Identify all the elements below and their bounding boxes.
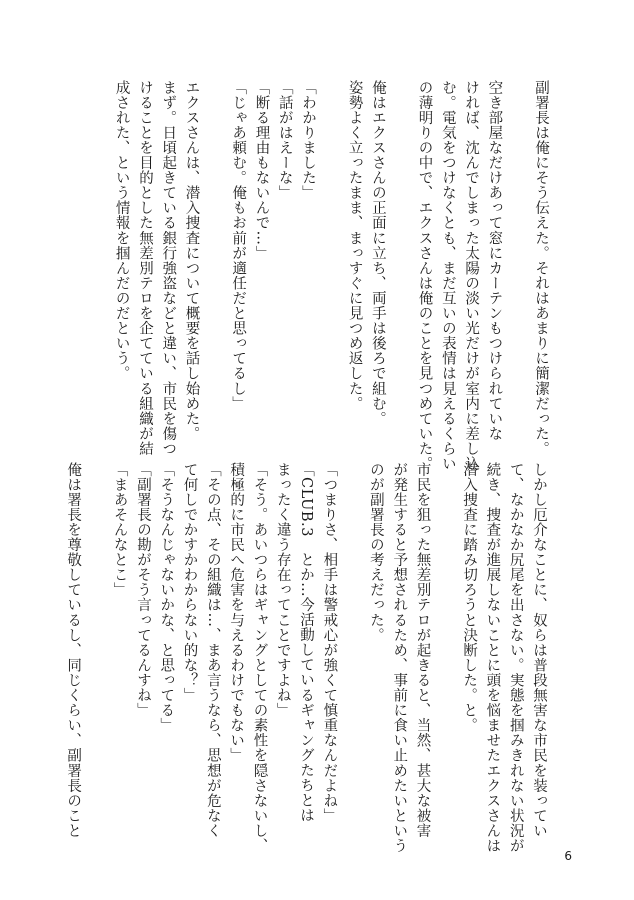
text-line: 「わかりました」 [300, 80, 317, 201]
text-line: 空き部屋なだけあって窓にカーテンもつけられていな [486, 80, 503, 442]
text-line: 「そう。あいつらはギャングとしての素性を隠さないし、 [251, 462, 268, 854]
text-line: 積極的に市民へ危害を与えるわけでもない」 [228, 462, 245, 763]
text-line: 姿勢よく立ったまま、まっすぐに見つめ返した。 [346, 80, 363, 412]
text-line: 「CLUB.3 とか…今活動しているギャングたちとは [298, 462, 315, 823]
text-line: まったく違う存在ってことですよね」 [274, 462, 291, 718]
text-line: しかし厄介なことに、奴らは普段無害な市民を装ってい [531, 462, 547, 839]
text-line: エクスさんは、潜入捜査について概要を話し始めた。 [183, 80, 200, 442]
text-line: ければ、沈んでしまった太陽の淡い光だけが室内に差し込 [463, 80, 480, 472]
text-line: まず。日頃起きている銀行強盗などと違い、市民を傷つ [160, 80, 177, 457]
text-line: 「そうなんじゃないかな、と思ってる」 [158, 462, 175, 733]
text-line: 副署長は俺にそう伝えた。それはあまりに簡潔だった。 [533, 80, 549, 457]
text-line: 潜入捜査に踏み切ろうと決断した。と。 [461, 462, 478, 733]
text-line: 「話がはえーな」 [276, 80, 293, 201]
text-line: 「つまりさ、相手は警戒心が強くて慎重なんだよね」 [321, 462, 338, 824]
paragraph-gap [203, 80, 226, 430]
paragraph-gap [319, 80, 342, 430]
text-line: 「断る理由もないんで…」 [253, 80, 270, 261]
text-line: 「じゃあ頼む。俺もお前が適任だと思ってるし」 [230, 80, 247, 412]
text-block-lower [61, 462, 550, 854]
paragraph-gap [84, 462, 107, 812]
text-line: 成された、という情報を掴んだのだという。 [113, 80, 130, 381]
text-line: の薄明りの中で、エクスさんは俺のことを見つめていた。 [416, 80, 433, 472]
text-line: 俺は署長を尊敬しているし、同じくらい、副署長のこと [65, 462, 82, 839]
text-line: 俺はエクスさんの正面に立ち、両手は後ろで組む。 [369, 80, 386, 427]
text-line: て何しでかすかわからない的な？」 [181, 462, 198, 703]
text-block-upper [109, 80, 552, 472]
text-line: けることを目的とした無差別テロを企てている組織が結 [136, 80, 153, 457]
text-line: が発生すると予想されるため、事前に食い止めたいという [391, 462, 408, 854]
text-line: 市民を狙った無差別テロが起きると、当然、甚大な被害 [414, 462, 431, 839]
text-line: 「副署長の勘がそう言ってるんすね」 [134, 462, 151, 718]
text-line: のが副署長の考えだった。 [367, 462, 384, 643]
paragraph-gap [340, 462, 363, 812]
text-line: て、なかなか尻尾を出さない。実態を掴みきれない状況が [507, 462, 524, 854]
text-line: 「その点、その組織は…、まあ言うなら、思想が危なく [204, 462, 221, 839]
text-line: む。電気をつけなくとも、まだ互いの表情は見えるくらい [439, 80, 456, 472]
paragraph-gap [505, 80, 528, 430]
paragraph-gap [389, 80, 412, 430]
text-line: 続き、捜査が進展しないことに頭を悩ませたエクスさんは [484, 462, 501, 854]
text-line: 「まあそんなとこ」 [111, 462, 128, 598]
paragraph-gap [434, 462, 457, 812]
page-number: 6 [564, 849, 572, 863]
